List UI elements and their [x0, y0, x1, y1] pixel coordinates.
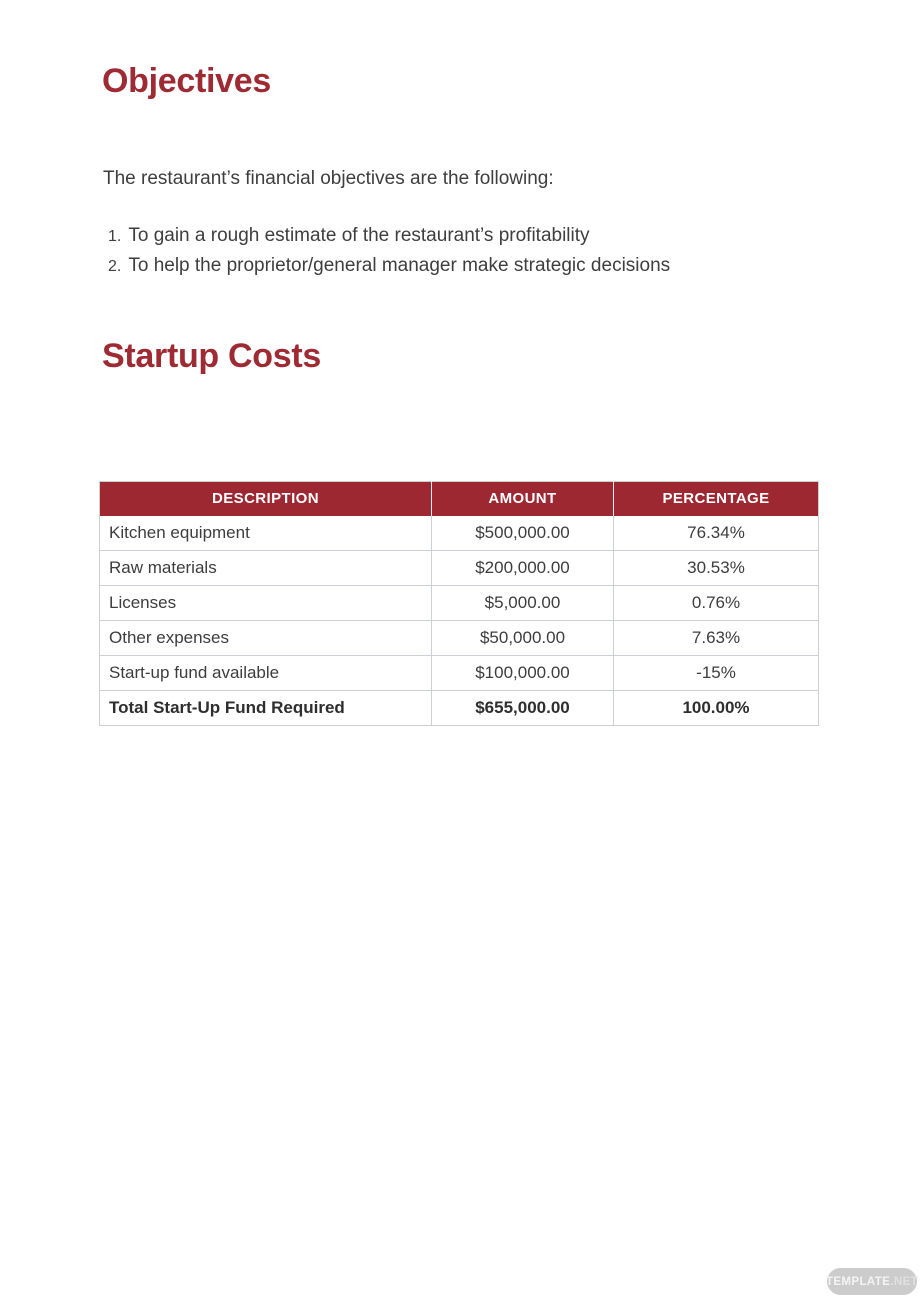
table-row	[100, 586, 819, 621]
table-row	[100, 656, 819, 691]
cell-description: Kitchen equipment	[100, 516, 432, 551]
cell-total-percentage: 100.00%	[614, 691, 819, 726]
objectives-heading: Objectives	[102, 62, 271, 100]
column-header-description: DESCRIPTION	[100, 482, 432, 516]
cell-amount: $5,000.00	[432, 586, 614, 621]
cell-percentage: 76.34%	[614, 516, 819, 551]
table-header-row	[100, 482, 819, 516]
list-item-text: To gain a rough estimate of the restaurant’s profitability	[128, 225, 590, 246]
cell-percentage: 30.53%	[614, 551, 819, 586]
cell-percentage: 7.63%	[614, 621, 819, 656]
table-total-row	[100, 691, 819, 726]
table-row	[100, 621, 819, 656]
cell-description: Other expenses	[100, 621, 432, 656]
cell-amount: $50,000.00	[432, 621, 614, 656]
list-item-number: 1.	[108, 228, 122, 245]
startup-costs-heading: Startup Costs	[102, 337, 322, 375]
table-header	[100, 482, 819, 516]
table-row	[100, 516, 819, 551]
watermark-brand-secondary: .NET	[890, 1275, 919, 1288]
cell-amount: $100,000.00	[432, 656, 614, 691]
cell-percentage: 0.76%	[614, 586, 819, 621]
cell-total-amount: $655,000.00	[432, 691, 614, 726]
cell-amount: $200,000.00	[432, 551, 614, 586]
column-header-amount: AMOUNT	[432, 482, 614, 516]
cell-description: Raw materials	[100, 551, 432, 586]
cell-amount: $500,000.00	[432, 516, 614, 551]
cell-description: Start-up fund available	[100, 656, 432, 691]
list-item	[108, 251, 670, 281]
objectives-list	[108, 221, 670, 281]
list-item-text: To help the proprietor/general manager make strategic decisions	[128, 255, 671, 276]
cell-total-description: Total Start-Up Fund Required	[100, 691, 432, 726]
cell-percentage: -15%	[614, 656, 819, 691]
column-header-percentage: PERCENTAGE	[614, 482, 819, 516]
table-row	[100, 551, 819, 586]
list-item	[108, 221, 670, 251]
startup-costs-table	[99, 481, 819, 726]
cell-description: Licenses	[100, 586, 432, 621]
objectives-intro-text: The restaurant’s financial objectives are the following:	[103, 168, 554, 189]
watermark-brand-primary: TEMPLATE	[825, 1275, 891, 1288]
list-item-number: 2.	[108, 258, 122, 275]
templatenet-watermark-badge	[827, 1268, 917, 1295]
